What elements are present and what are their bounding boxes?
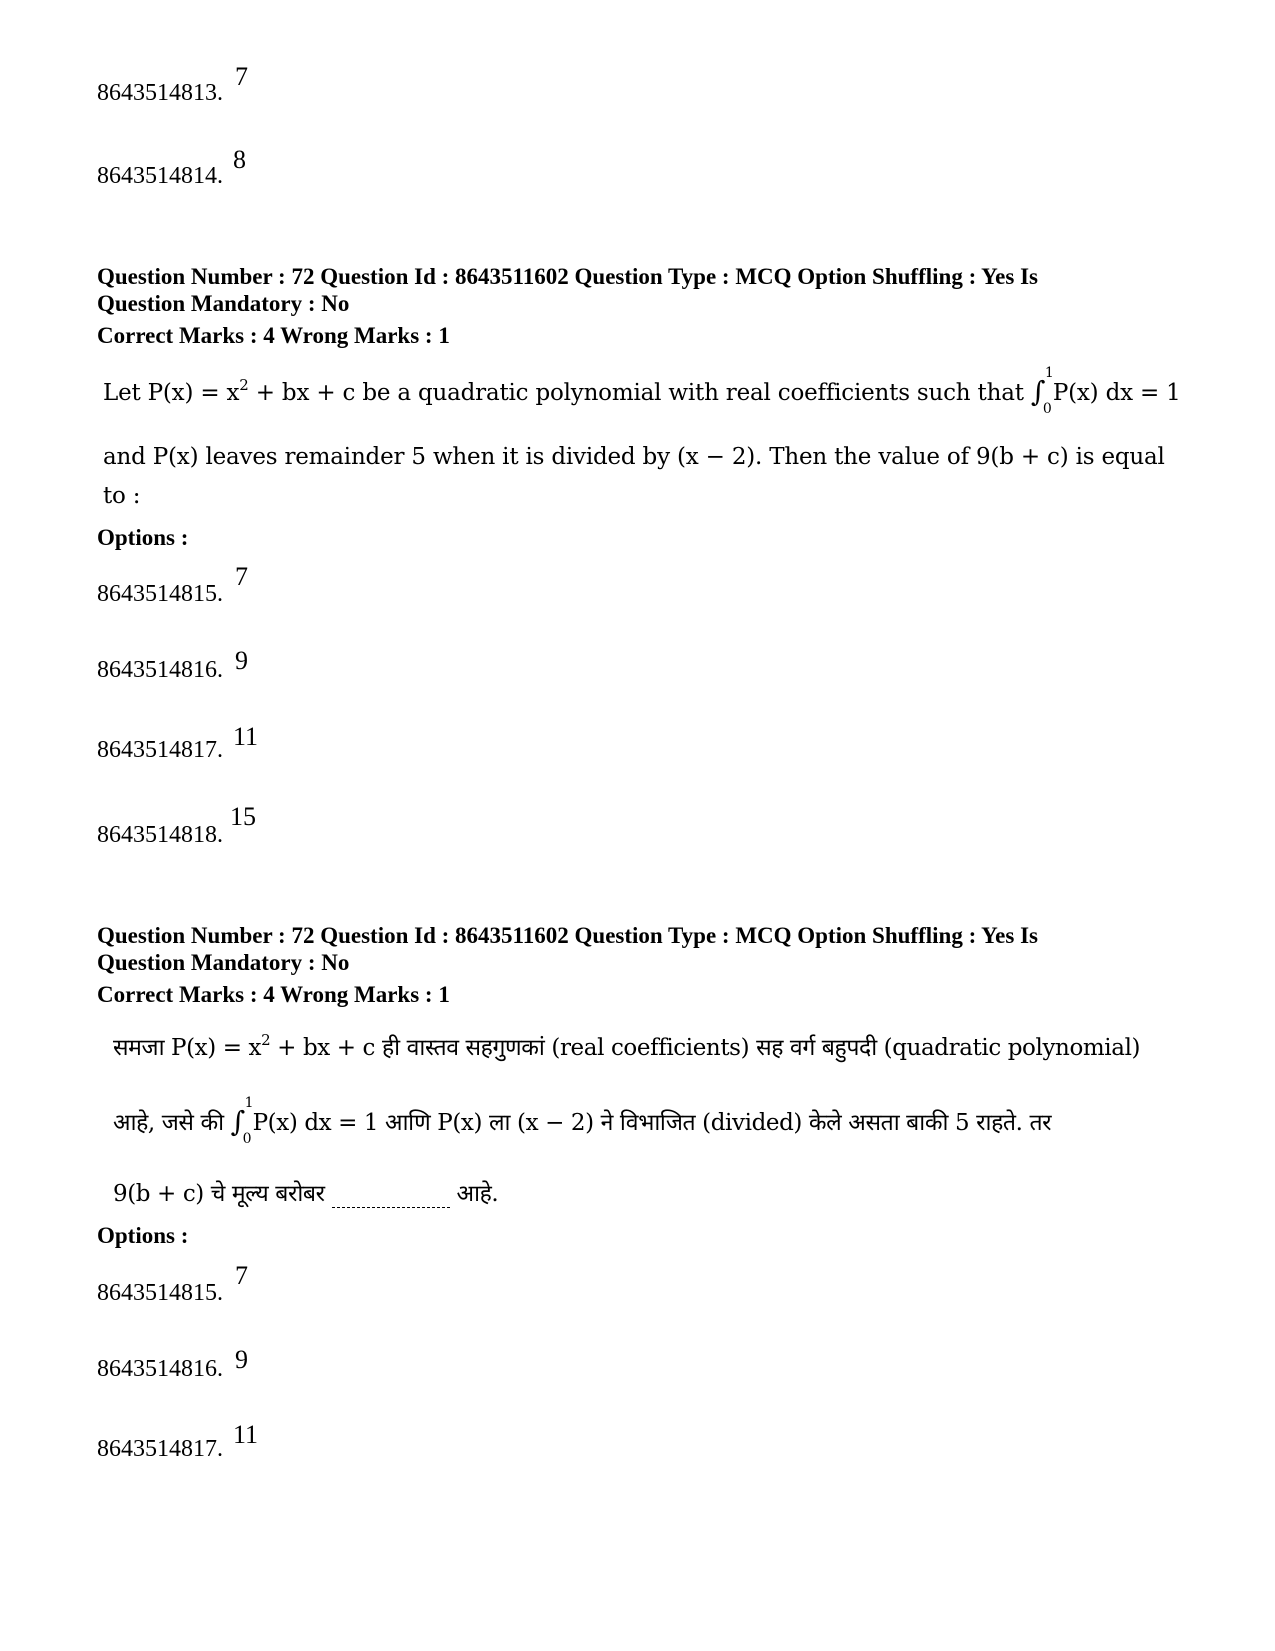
option-value: 8: [233, 145, 246, 174]
option-value: 9: [235, 646, 248, 675]
question-text-line-2: आहे, जसे की ∫ 1 0 P(x) dx = 1 आणि P(x) ला (x − 2) ने विभाजित (divided) केले असता बाकी 5 राहते. तर: [113, 1095, 1052, 1147]
question-header: Question Number : 72 Question Id : 8643511602 Question Type : MCQ Option Shuffling : Yes Is: [97, 923, 1038, 948]
option-id: 8643514816.: [97, 657, 223, 683]
options-label: Options :: [97, 1223, 189, 1248]
question-text-line-3: 9(b + c) चे मूल्य बरोबर आहे.: [113, 1181, 499, 1207]
option-id: 8643514817.: [97, 737, 223, 763]
option-id: 8643514818.: [97, 822, 223, 848]
option-value: 15: [230, 802, 256, 831]
question-mandatory: Question Mandatory : No: [97, 950, 350, 975]
option-id: 8643514817.: [97, 1436, 223, 1462]
question-text-line-1: समजा $P(x) = x^2$ + bx + c ही वास्तव सहगुणकां (real coefficients) सह वर्ग बहुपदी (quadratic polynomial): [113, 1031, 1141, 1061]
option-value: 7: [235, 562, 248, 591]
option-id: 8643514814.: [97, 163, 223, 189]
option-id: 8643514815.: [97, 581, 223, 607]
integral-symbol: ∫ 1 0: [1030, 365, 1054, 417]
option-value: 9: [235, 1345, 248, 1374]
options-label: Options :: [97, 525, 189, 550]
option-value: 11: [233, 1420, 259, 1449]
option-id: 8643514813.: [97, 80, 223, 106]
question-mandatory: Question Mandatory : No: [97, 291, 350, 316]
option-value: 11: [233, 722, 259, 751]
question-text-line-2: and P(x) leaves remainder 5 when it is divided by (x − 2). Then the value of 9(b + c) is equal: [103, 444, 1165, 470]
question-marks: Correct Marks : 4 Wrong Marks : 1: [97, 323, 450, 348]
answer-blank: [332, 1187, 450, 1208]
question-header: Question Number : 72 Question Id : 8643511602 Question Type : MCQ Option Shuffling : Yes Is: [97, 264, 1038, 289]
question-text-line-3: to :: [103, 483, 141, 509]
question-marks: Correct Marks : 4 Wrong Marks : 1: [97, 982, 450, 1007]
option-value: 7: [235, 62, 248, 91]
question-text-line-1: Let $P(x) = x^2$ + bx + c be a quadratic polynomial with real coefficients such that ∫ 1 0 P(x) dx = 1: [103, 365, 1181, 417]
option-value: 7: [235, 1261, 248, 1290]
option-id: 8643514816.: [97, 1356, 223, 1382]
integral-symbol: ∫ 1 0: [230, 1095, 254, 1147]
option-id: 8643514815.: [97, 1280, 223, 1306]
